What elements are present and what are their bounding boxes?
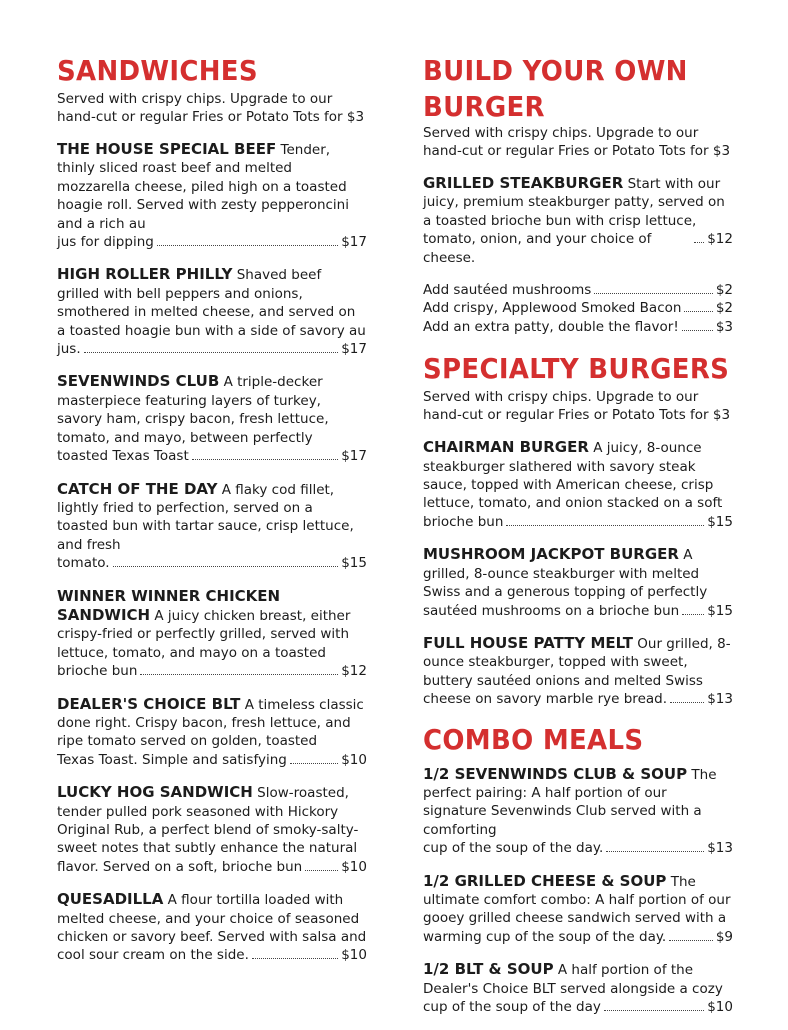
menu-item-price: $10 [707, 999, 733, 1015]
menu-item-body [423, 960, 733, 998]
menu-item-description: Start with our juicy, premium steakburger patty, served on a toasted brioche bun with crisp lettuce, [423, 176, 725, 229]
dot-leader [670, 702, 704, 703]
menu-item-body [57, 265, 367, 340]
dot-leader [506, 525, 704, 526]
sandwiches-list [57, 140, 367, 965]
menu-item-price: $15 [707, 513, 733, 530]
menu-item-name: QUESADILLA [57, 890, 164, 909]
sandwiches-section [57, 54, 367, 965]
menu-item-body [57, 695, 367, 751]
menu-item-description-end: Texas Toast. Simple and satisfying [57, 751, 287, 768]
menu-item-description: The perfect pairing: A half portion of our signature Sevenwinds Club served with a comforting [423, 766, 717, 838]
menu-item-price-line [57, 340, 367, 358]
combo-heading: COMBO MEALS [423, 724, 644, 757]
menu-item-price-line [423, 928, 733, 946]
addon-label: Add crispy, Applewood Smoked Bacon [423, 300, 682, 317]
right-column [423, 54, 733, 1030]
menu-item [423, 960, 733, 1016]
menu-item [423, 765, 733, 858]
dot-leader [157, 245, 338, 246]
menu-item [423, 438, 733, 531]
byob-heading: BUILD YOUR OWN BURGER [423, 56, 688, 124]
dot-leader [192, 459, 338, 460]
addon-price: $3 [715, 318, 733, 335]
menu-item-price: $15 [341, 555, 367, 572]
addon-label: Add sautéed mushrooms [423, 282, 592, 299]
dot-leader [682, 614, 704, 615]
addon-item [423, 318, 733, 336]
menu-item-name: CHAIRMAN BURGER [423, 438, 589, 457]
menu-item-description: A flour tortilla loaded with melted cheese, and your choice of seasoned chicken or savory beef. Served with salsa and [57, 892, 367, 946]
sandwiches-heading: SANDWICHES [57, 56, 258, 88]
menu-item-description-end: cup of the soup of the day. [423, 840, 604, 857]
menu-item-body [423, 438, 733, 513]
menu-item-description-end: flavor. Served on a soft, brioche bun [57, 858, 303, 875]
menu-item [57, 265, 367, 358]
menu-item [57, 783, 367, 876]
menu-item-body [57, 140, 367, 233]
menu-item-description: A half portion of the Dealer's Choice BLT served alongside a cozy [423, 962, 723, 997]
menu-item-price: $9 [715, 928, 733, 945]
menu-item-description-end: cool sour cream on the side. [57, 947, 249, 964]
menu-item [57, 140, 367, 251]
menu-item-price: $10 [341, 858, 367, 875]
menu-item-description: A flaky cod fillet, lightly fried to perfection, served on a toasted bun with tartar sauce, crisp lettuce, and fresh [57, 481, 354, 553]
menu-item-description: A juicy, 8-ounce steakburger slathered with savory steak sauce, topped with American cheese, crisp lettuce, tomato, and onion stacked on a soft [423, 440, 723, 512]
menu-item-name: SEVENWINDS CLUB [57, 372, 220, 391]
menu-item-description: A grilled, 8-ounce steakburger with melted Swiss and a generous topping of perfectly [423, 547, 708, 601]
sandwiches-intro: Served with crispy chips. Upgrade to our hand-cut or regular Fries or Potato Tots for $3 [57, 91, 365, 125]
menu-item-body [57, 890, 367, 946]
specialty-section [423, 352, 733, 708]
menu-item [423, 174, 733, 267]
menu-item-body [423, 634, 733, 690]
menu-item-description: Our grilled, 8-ounce steakburger, topped with sweet, buttery sautéed onions and melted Swiss [423, 635, 731, 689]
menu-item-price: $17 [341, 341, 367, 358]
dot-leader [84, 352, 339, 353]
menu-item-name: WINNER WINNER CHICKEN SANDWICH [57, 586, 281, 624]
menu-item-price-line [57, 946, 367, 964]
menu-item-price-line [57, 662, 367, 680]
dot-leader [290, 763, 338, 764]
specialty-list [423, 438, 733, 708]
specialty-heading: SPECIALTY BURGERS [423, 354, 730, 386]
menu-item-name: FULL HOUSE PATTY MELT [423, 633, 633, 652]
menu-item-price-line [57, 233, 367, 251]
menu-item-name: GRILLED STEAKBURGER [423, 174, 624, 192]
menu-item-price-line [423, 690, 733, 708]
menu-item-name: HIGH ROLLER PHILLY [57, 265, 233, 284]
menu-item-description-end: cup of the soup of the day [423, 999, 601, 1015]
byob-list [423, 174, 733, 267]
menu-item-description: Tender, thinly sliced roast beef and melted mozzarella cheese, piled high on a toasted hoagie roll. Served with zesty pepperoncini and a rich au [57, 142, 349, 232]
menu-item-price: $12 [341, 663, 367, 680]
combo-section [423, 723, 733, 1017]
menu-item-price-line [423, 230, 733, 267]
byob-intro: Served with crispy chips. Upgrade to our hand-cut or regular Fries or Potato Tots for $3 [423, 125, 731, 159]
specialty-intro: Served with crispy chips. Upgrade to our hand-cut or regular Fries or Potato Tots for $3 [423, 389, 731, 424]
menu-item-description: Shaved beef grilled with bell peppers and onions, smothered in melted cheese, and served on a toasted hoagie bun with a side of savory au [57, 267, 366, 339]
left-column [57, 54, 367, 979]
menu-item-price-line [423, 839, 733, 857]
menu-item-price: $12 [707, 231, 733, 248]
menu-item-price: $17 [341, 448, 367, 465]
dot-leader [140, 674, 338, 675]
addon-item [423, 281, 733, 299]
menu-item-description: A timeless classic done right. Crispy bacon, fresh lettuce, and ripe tomato served on golden, toasted [57, 696, 364, 750]
menu-item-body [57, 783, 367, 858]
byob-addons [423, 281, 733, 336]
menu-item-name: CATCH OF THE DAY [57, 479, 218, 498]
menu-item-description-end: brioche bun [57, 663, 138, 680]
dot-leader [252, 958, 338, 959]
menu-item-name: 1/2 GRILLED CHEESE & SOUP [423, 871, 667, 890]
menu-item-body [423, 545, 733, 601]
menu-item-body [423, 765, 733, 840]
menu-item-name: 1/2 SEVENWINDS CLUB & SOUP [423, 764, 688, 783]
menu-item-description-end: brioche bun [423, 513, 504, 530]
dot-leader [606, 851, 704, 852]
menu-item-description-end: tomato, onion, and your choice of cheese. [423, 231, 652, 266]
addon-price: $2 [715, 282, 733, 299]
menu-item-price: $13 [707, 840, 733, 857]
menu-item-name: 1/2 BLT & SOUP [423, 960, 554, 979]
menu-item-price: $15 [707, 602, 733, 619]
menu-item [57, 480, 367, 573]
menu-item-price-line [57, 447, 367, 465]
menu-item-body [423, 872, 733, 928]
menu-item-description-end: tomato. [57, 555, 110, 572]
menu-item-body [57, 372, 367, 447]
menu-item-price-line [423, 602, 733, 620]
menu-item-description-end: warming cup of the soup of the day. [423, 928, 667, 945]
dot-leader [113, 566, 339, 567]
menu-item-price-line [57, 751, 367, 769]
menu-item-description-end: sautéed mushrooms on a brioche bun [423, 602, 680, 619]
menu-item-description: A juicy chicken breast, either crispy-fried or perfectly grilled, served with lettuce, tomato, and mayo on a toasted [57, 607, 351, 661]
menu-item [57, 372, 367, 465]
menu-item [423, 872, 733, 947]
menu-item-name: THE HOUSE SPECIAL BEEF [57, 140, 277, 158]
dot-leader [694, 242, 704, 243]
menu-item-price-line [423, 998, 733, 1016]
menu-item [57, 587, 367, 681]
menu-item [57, 890, 367, 965]
byob-section [423, 54, 733, 336]
menu-item [423, 634, 733, 709]
menu-item-price: $17 [341, 234, 367, 251]
combo-list [423, 765, 733, 1017]
menu-item-description: Slow-roasted, tender pulled pork seasoned with Hickory Original Rub, a perfect blend of smoky-salty-sweet notes that subtly enhance the natural [57, 785, 359, 857]
addon-label: Add an extra patty, double the flavor! [423, 318, 679, 335]
menu-item-description: The ultimate comfort combo: A half portion of our gooey grilled cheese sandwich served with a [423, 873, 731, 927]
menu-item-description-end: jus. [57, 341, 81, 358]
menu-item-name: DEALER'S CHOICE BLT [57, 694, 241, 713]
addon-item [423, 299, 733, 317]
menu-item-body [57, 480, 367, 555]
dot-leader [682, 330, 713, 331]
menu-item-body [423, 174, 733, 230]
menu-item-description-end: cheese on savory marble rye bread. [423, 691, 668, 708]
menu-item-description-end: toasted Texas Toast [57, 448, 189, 465]
menu-item-price: $10 [341, 751, 367, 768]
menu-item [57, 695, 367, 770]
menu-item-price: $10 [341, 947, 367, 964]
addon-price: $2 [715, 300, 733, 317]
menu-item [423, 545, 733, 620]
menu-item-body [57, 587, 367, 663]
dot-leader [305, 870, 338, 871]
dot-leader [669, 940, 713, 941]
menu-item-price-line [57, 858, 367, 876]
menu-item-description: A triple-decker masterpiece featuring layers of turkey, savory ham, crispy bacon, fresh lettuce, tomato, and mayo, between perfectly [57, 374, 329, 446]
menu-item-name: LUCKY HOG SANDWICH [57, 783, 253, 802]
dot-leader [594, 293, 713, 294]
menu-item-price-line [423, 513, 733, 531]
menu-item-price: $13 [707, 691, 733, 708]
dot-leader [604, 1010, 704, 1011]
menu-item-description-end: jus for dipping [57, 234, 154, 251]
menu-item-name: MUSHROOM JACKPOT BURGER [423, 545, 679, 564]
menu-item-price-line [57, 554, 367, 572]
dot-leader [684, 311, 712, 312]
